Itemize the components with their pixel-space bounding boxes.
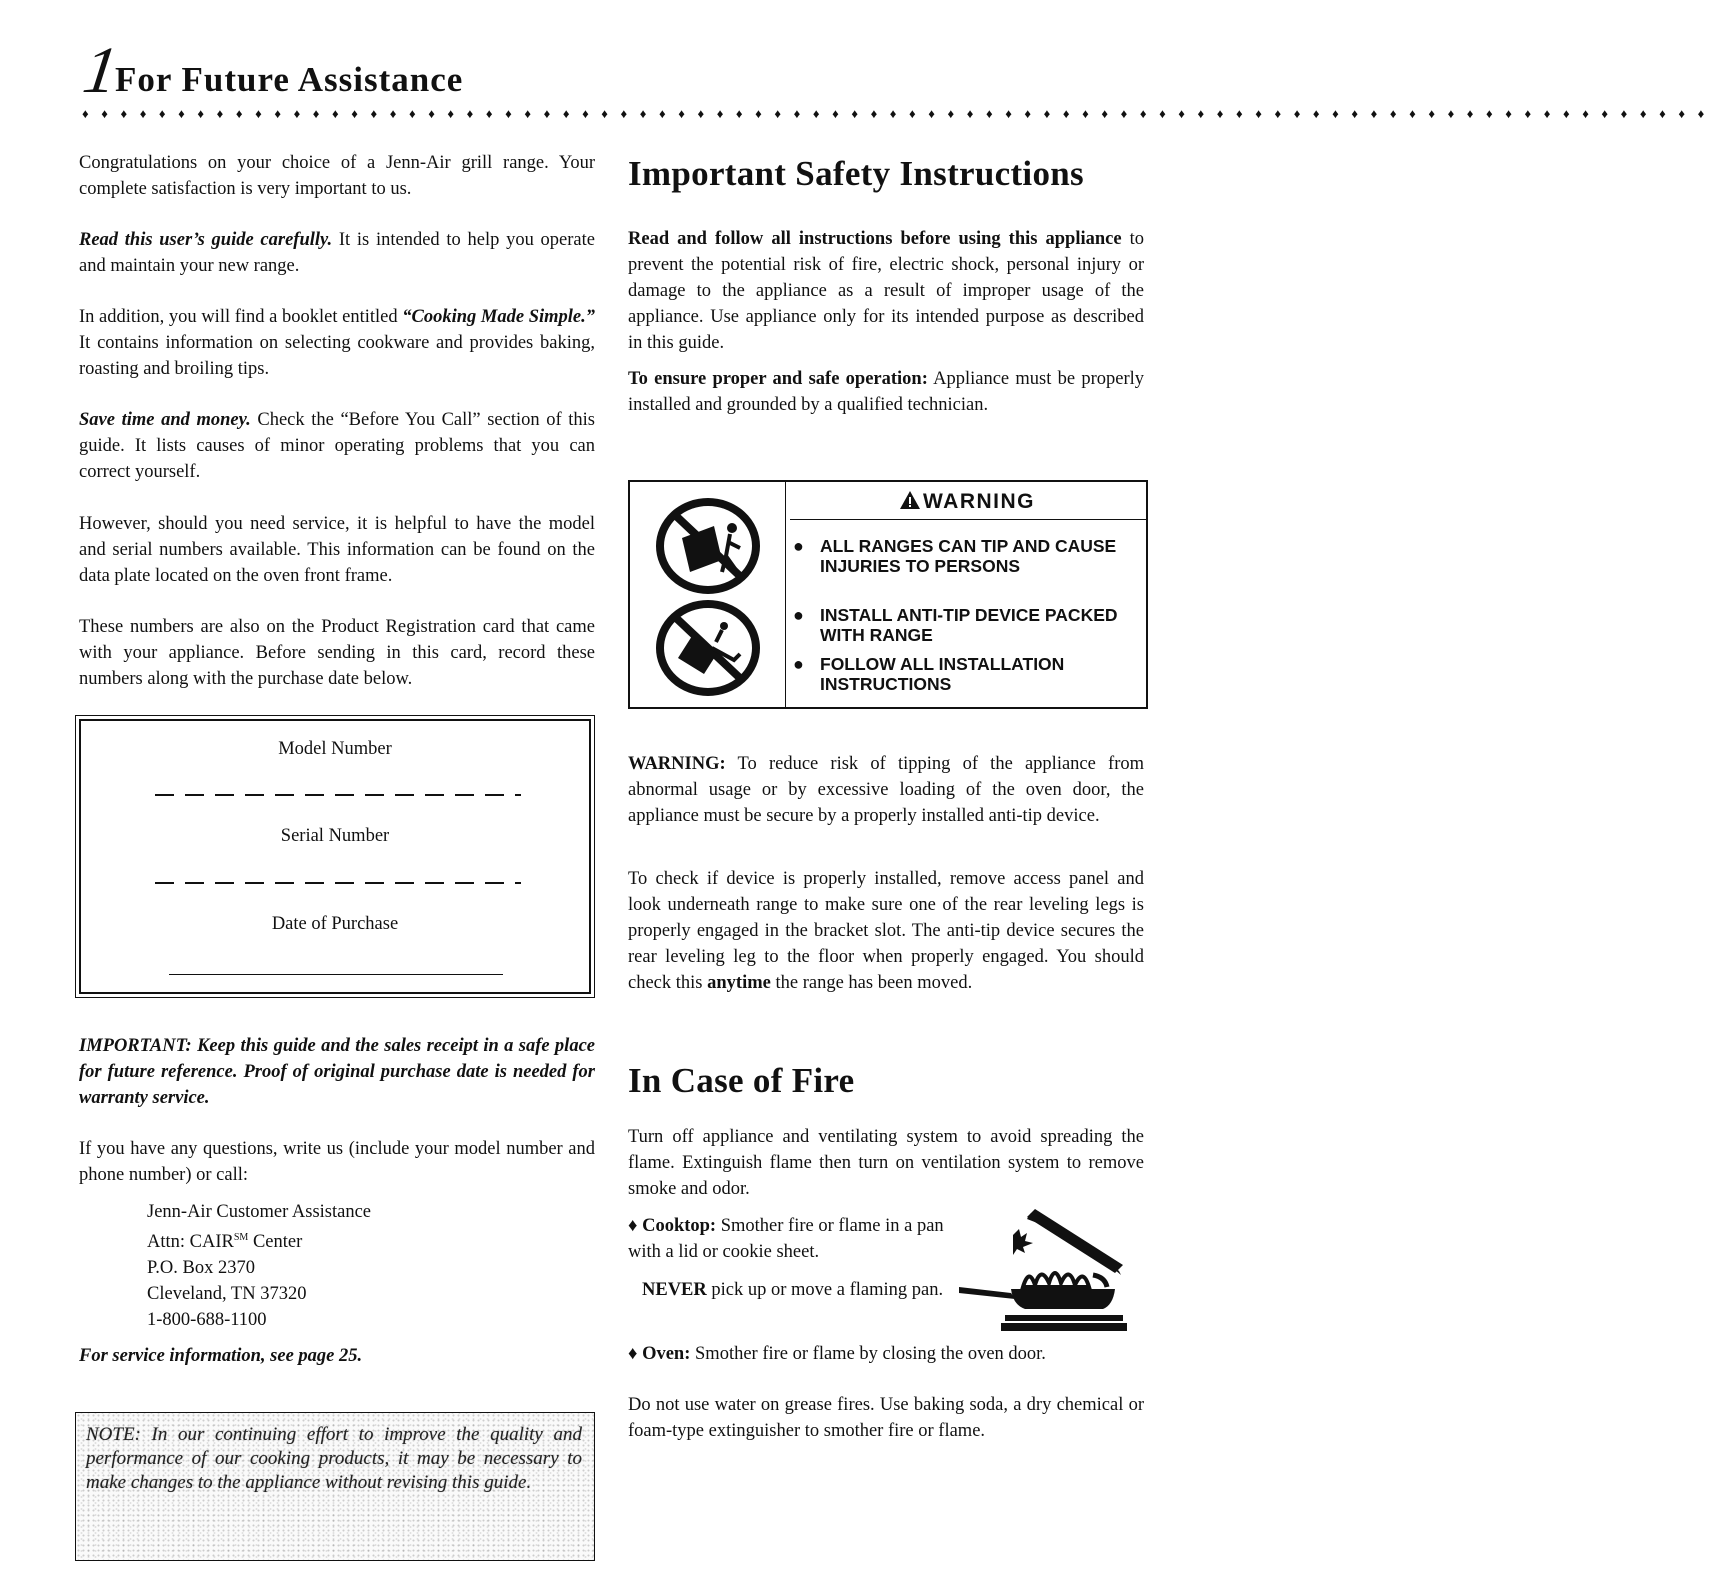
warning-item: ● ALL RANGES CAN TIP AND CAUSE INJURIES TO PERSONS — [793, 536, 1117, 576]
address-line-1: Jenn-Air Customer Assistance — [147, 1202, 372, 1222]
grease-fire-paragraph: Do not use water on grease fires. Use baking soda, a dry chemical or foam-type extinguisher to smother fire or flame. — [628, 1395, 1144, 1441]
tipping-warning-lead: WARNING: — [628, 754, 726, 774]
read-guide-paragraph — [79, 227, 595, 279]
tipping-warning-paragraph — [628, 751, 1144, 829]
warning-item: ● INSTALL ANTI-TIP DEVICE PACKED WITH RANGE — [793, 605, 1118, 645]
date-of-purchase-line — [169, 974, 503, 975]
oven-fire-item: ♦ Oven: Smother fire or flame by closing the oven door. — [628, 1344, 1046, 1364]
diamond-bullet-icon: ♦ — [628, 1344, 643, 1364]
diamond-rule-divider: ♦♦♦♦♦♦♦♦♦♦♦♦♦♦♦♦♦♦♦♦♦♦♦♦♦♦♦♦♦♦♦♦♦♦♦♦♦♦♦♦♦♦♦♦♦♦♦♦♦♦♦♦♦♦♦♦♦♦♦♦♦♦♦♦♦♦♦♦♦♦♦♦♦♦♦♦♦♦♦♦♦♦♦♦♦ — [82, 106, 1717, 121]
important-notice: IMPORTANT: Keep this guide and the sales receipt in a safe place for future reference. Proof of original purchase date is needed for warranty service. — [79, 1036, 595, 1108]
no-standing-on-door-icon — [652, 600, 764, 696]
safety-heading: Important Safety Instructions — [628, 154, 1084, 193]
note-text: NOTE: In our continuing effort to improve the quality and performance of our cooking products, it may be necessary to make changes to the appliance without revising this guide. — [86, 1424, 582, 1493]
read-follow-lead: Read and follow all instructions before using this appliance — [628, 229, 1122, 249]
date-of-purchase-label: Date of Purchase — [271, 914, 399, 934]
cooktop-fire-item: ♦ Cooktop: Smother fire or flame in a pan with a lid or cookie sheet. — [628, 1216, 944, 1262]
save-time-text: Check the “Before You Call” section of this guide. It lists causes of minor operating problems that you can correct yourself. — [79, 410, 595, 482]
note-box — [75, 1412, 595, 1561]
ensure-operation-text: Appliance must be properly installed and grounded by a qualified technician. — [628, 369, 1144, 415]
read-follow-paragraph — [628, 226, 1144, 356]
never-move-pan-note: NEVER pick up or move a flaming pan. — [642, 1280, 944, 1300]
ensure-operation-paragraph — [628, 366, 1144, 418]
address-line-4: Cleveland, TN 37320 — [147, 1284, 307, 1305]
no-tipping-range-icon — [652, 498, 764, 594]
serial-number-line — [155, 882, 521, 884]
fire-intro-paragraph: Turn off appliance and ventilating system to avoid spreading the flame. Extinguish flame then turn on ventilation system to remove smoke and odor. — [628, 1127, 1144, 1199]
serial-number-label: Serial Number — [280, 826, 390, 846]
save-time-paragraph — [79, 407, 595, 485]
fire-heading: In Case of Fire — [628, 1061, 855, 1100]
intro-paragraph: Congratulations on your choice of a Jenn-Air grill range. Your complete satisfaction is very important to us. — [79, 153, 595, 199]
chapter-title: For Future Assistance — [115, 60, 464, 99]
tipping-warning-text: To reduce risk of tipping of the appliance from abnormal usage or by excessive loading of the oven door, the appliance must be secure by a properly installed anti-tip device. — [628, 754, 1144, 826]
anti-tip-check-paragraph: To check if device is properly installed, remove access panel and look underneath range to make sure one of the rear leveling legs is properly engaged in the bracket slot. The anti-tip device secures the rear leveling leg to the floor when properly engaged. You should check this anytime the range has been moved. — [628, 869, 1144, 993]
model-number-line — [155, 794, 521, 796]
read-guide-lead: Read this user’s guide carefully. — [79, 230, 333, 250]
chapter-number: 1 — [78, 34, 123, 107]
flaming-pan-lid-illustration — [955, 1205, 1135, 1335]
address-line-3: P.O. Box 2370 — [147, 1258, 255, 1279]
contact-address — [147, 1199, 371, 1333]
read-follow-text: to prevent the potential risk of fire, electric shock, personal injury or damage to the appliance as a result of improper usage of the appliance. Use appliance only for its intended purpose as described in this guide. — [628, 229, 1144, 353]
tip-warning-box — [628, 480, 1148, 709]
booklet-text-b: It contains information on selecting cookware and provides baking, roasting and broiling tips. — [79, 333, 595, 379]
save-time-lead: Save time and money. — [79, 410, 251, 430]
warning-title: WARNING — [786, 490, 1148, 514]
read-guide-text: It is intended to help you operate and maintain your new range. — [79, 230, 595, 276]
service-paragraph: However, should you need service, it is helpful to have the model and serial numbers available. This information can be found on the data plate located on the oven front frame. — [79, 514, 595, 586]
booklet-title: “Cooking Made Simple.” — [402, 307, 595, 327]
booklet-paragraph — [79, 304, 595, 382]
warning-item: ● FOLLOW ALL INSTALLATION INSTRUCTIONS — [793, 654, 1065, 694]
warning-triangle-icon — [899, 490, 921, 510]
model-number-label: Model Number — [278, 739, 392, 759]
phone-number: 1-800-688-1100 — [147, 1310, 267, 1331]
booklet-text-a: In addition, you will find a booklet entitled — [79, 307, 403, 327]
warning-divider — [785, 482, 786, 707]
address-line-2: Attn: CAIR℠ Center — [147, 1232, 303, 1253]
ensure-operation-lead: To ensure proper and safe operation: — [628, 369, 928, 389]
registration-paragraph: These numbers are also on the Product Registration card that came with your appliance. Before sending in this card, record these numbers along with the purchase date below. — [79, 617, 595, 689]
anytime-emphasis: anytime — [707, 973, 771, 993]
diamond-bullet-icon: ♦ — [628, 1216, 643, 1236]
service-info-reference: For service information, see page 25. — [79, 1346, 363, 1366]
warning-title-rule — [790, 519, 1148, 520]
record-box — [75, 715, 595, 998]
questions-paragraph: If you have any questions, write us (include your model number and phone number) or call: — [79, 1139, 595, 1185]
